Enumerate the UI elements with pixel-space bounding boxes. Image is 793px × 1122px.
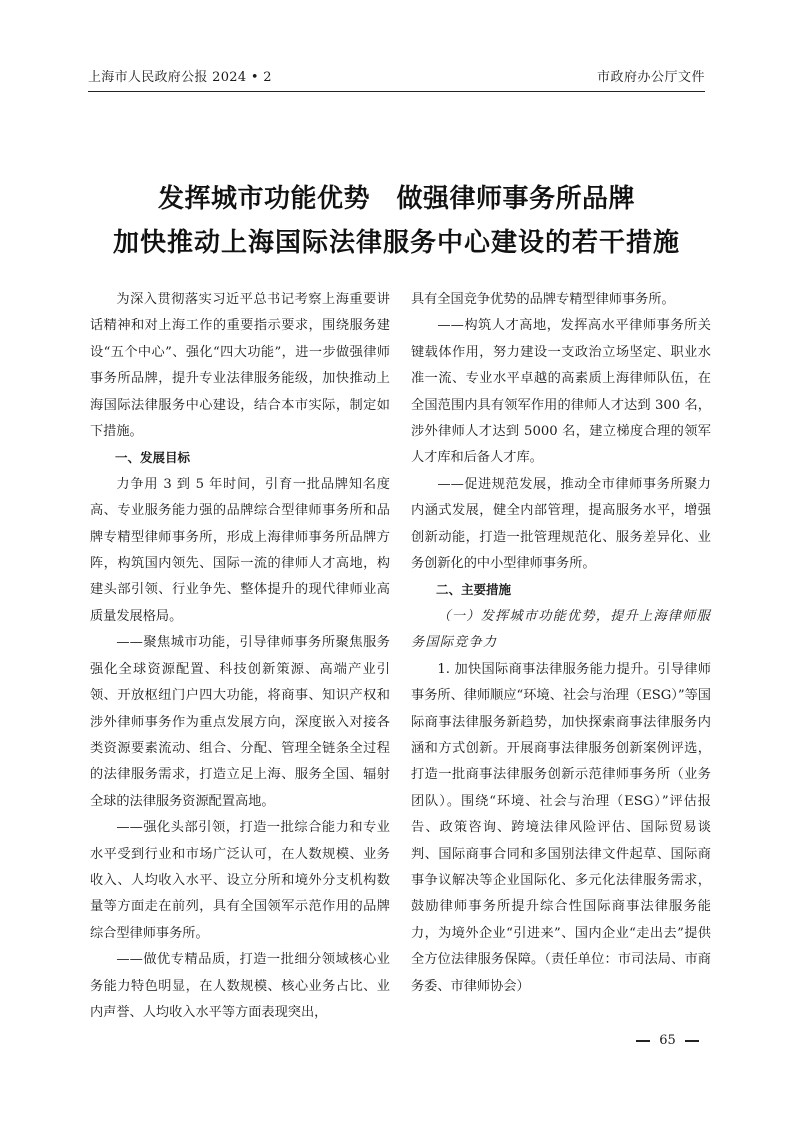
section-heading-goals: 一、发展目标: [115, 450, 191, 466]
bullet-city-functions: ——聚焦城市功能，引导律师事务所聚焦服务强化全球资源配置、科技创新策源、高端产业引领、开放枢纽门户四大功能，将商事、知识产权和涉外律师事务作为重点发展方向，深度嵌入对接各类资源要素流动、组合、分配、管理全链条全过程的法律服务需求，打造立足上海、服务全国、辐射全球的法律服务资源配置高地。: [90, 635, 390, 809]
subsection-heading-1: （一）发挥城市功能优势，提升上海律师服务国际竞争力: [411, 608, 711, 651]
section-heading-measures: 二、主要措施: [436, 582, 512, 598]
bullet-standardized-development: ——促进规范发展，推动全市律师事务所聚力内涵式发展，健全内部管理，提高服务水平，增强创新动能，打造一批管理规范化、服务差异化、业务创新化的中小型律师事务所。: [411, 476, 711, 572]
right-column: [411, 287, 711, 1000]
document-title-line-1: 发挥城市功能优势 做强律师事务所品牌: [157, 184, 635, 214]
page-number: 65: [659, 1033, 676, 1048]
bullet-specialized-quality: ——做优专精品质，打造一批细分领域核心业务能力特色明显，在人数规模、核心业务占比、业内声誉、人均收入水平等方面表现突出，: [90, 952, 390, 1020]
document-title-line-2: 加快推动上海国际法律服务中心建设的若干措施: [112, 228, 680, 258]
bullet-talent-highland: ——构筑人才高地，发挥高水平律师事务所关键载体作用，努力建设一支政治立场坚定、职业水准一流、专业水平卓越的高素质上海律师队伍，在全国范围内具有领军作用的律师人才达到 300 名，涉外律师人才达到 5000 名，建立梯度合理的领军人才库和后备人才库。: [411, 318, 711, 466]
running-header: [88, 63, 705, 92]
dash-left: [636, 1040, 650, 1042]
measure-1-paragraph: 1. 加快国际商事法律服务能力提升。引导律师事务所、律师顺应“环境、社会与治理（ESG）”等国际商事法律服务新趋势，加快探索商事法律服务内涵和方式创新。开展商事法律服务创新案例评选，打造一批商事法律服务创新示范律师事务所（业务团队）。围绕“环境、社会与治理（ESG）”评估报告、政策咨询、跨境法律风险评估、国际贸易谈判、国际商事合同和多国别法律文件起草、国际商事争议解决等企业国际化、多元化法律服务需求，鼓励律师事务所提升综合性国际商事法律服务能力，为境外企业“引进来”、国内企业“走出去”提供全方位法律服务保障。（责任单位：市司法局、市商务委、市律师协会）: [411, 661, 711, 994]
bullet-head-leadership: ——强化头部引领，打造一批综合能力和专业水平受到行业和市场广泛认可，在人数规模、业务收入、人均收入水平、设立分所和境外分支机构数量等方面走在前列，具有全国领军示范作用的品牌综合型律师事务所。: [90, 820, 390, 941]
goal-paragraph: 力争用 3 到 5 年时间，引育一批品牌知名度高、专业服务能力强的品牌综合型律师事务所和品牌专精型律师事务所，形成上海律师事务所品牌方阵，构筑国内领先、国际一流的律师人才高地，构建头部引领、行业争先、整体提升的现代律师业高质量发展格局。: [90, 476, 390, 624]
publication-name: 上海市人民政府公报 2024 • 2: [88, 70, 272, 85]
bullet-specialized-quality-continued: 具有全国竞争优势的品牌专精型律师事务所。: [411, 292, 675, 307]
document-section: 市政府办公厅文件: [596, 70, 705, 85]
dash-right: [685, 1040, 699, 1042]
page-footer: [628, 1018, 699, 1048]
intro-paragraph: 为深入贯彻落实习近平总书记考察上海重要讲话精神和对上海工作的重要指示要求，围绕服务建设“五个中心”、强化“四大功能”，进一步做强律师事务所品牌，提升专业法律服务能级，加快推动上海国际法律服务中心建设，结合本市实际，制定如下措施。: [90, 292, 390, 440]
left-column: [90, 287, 390, 1026]
